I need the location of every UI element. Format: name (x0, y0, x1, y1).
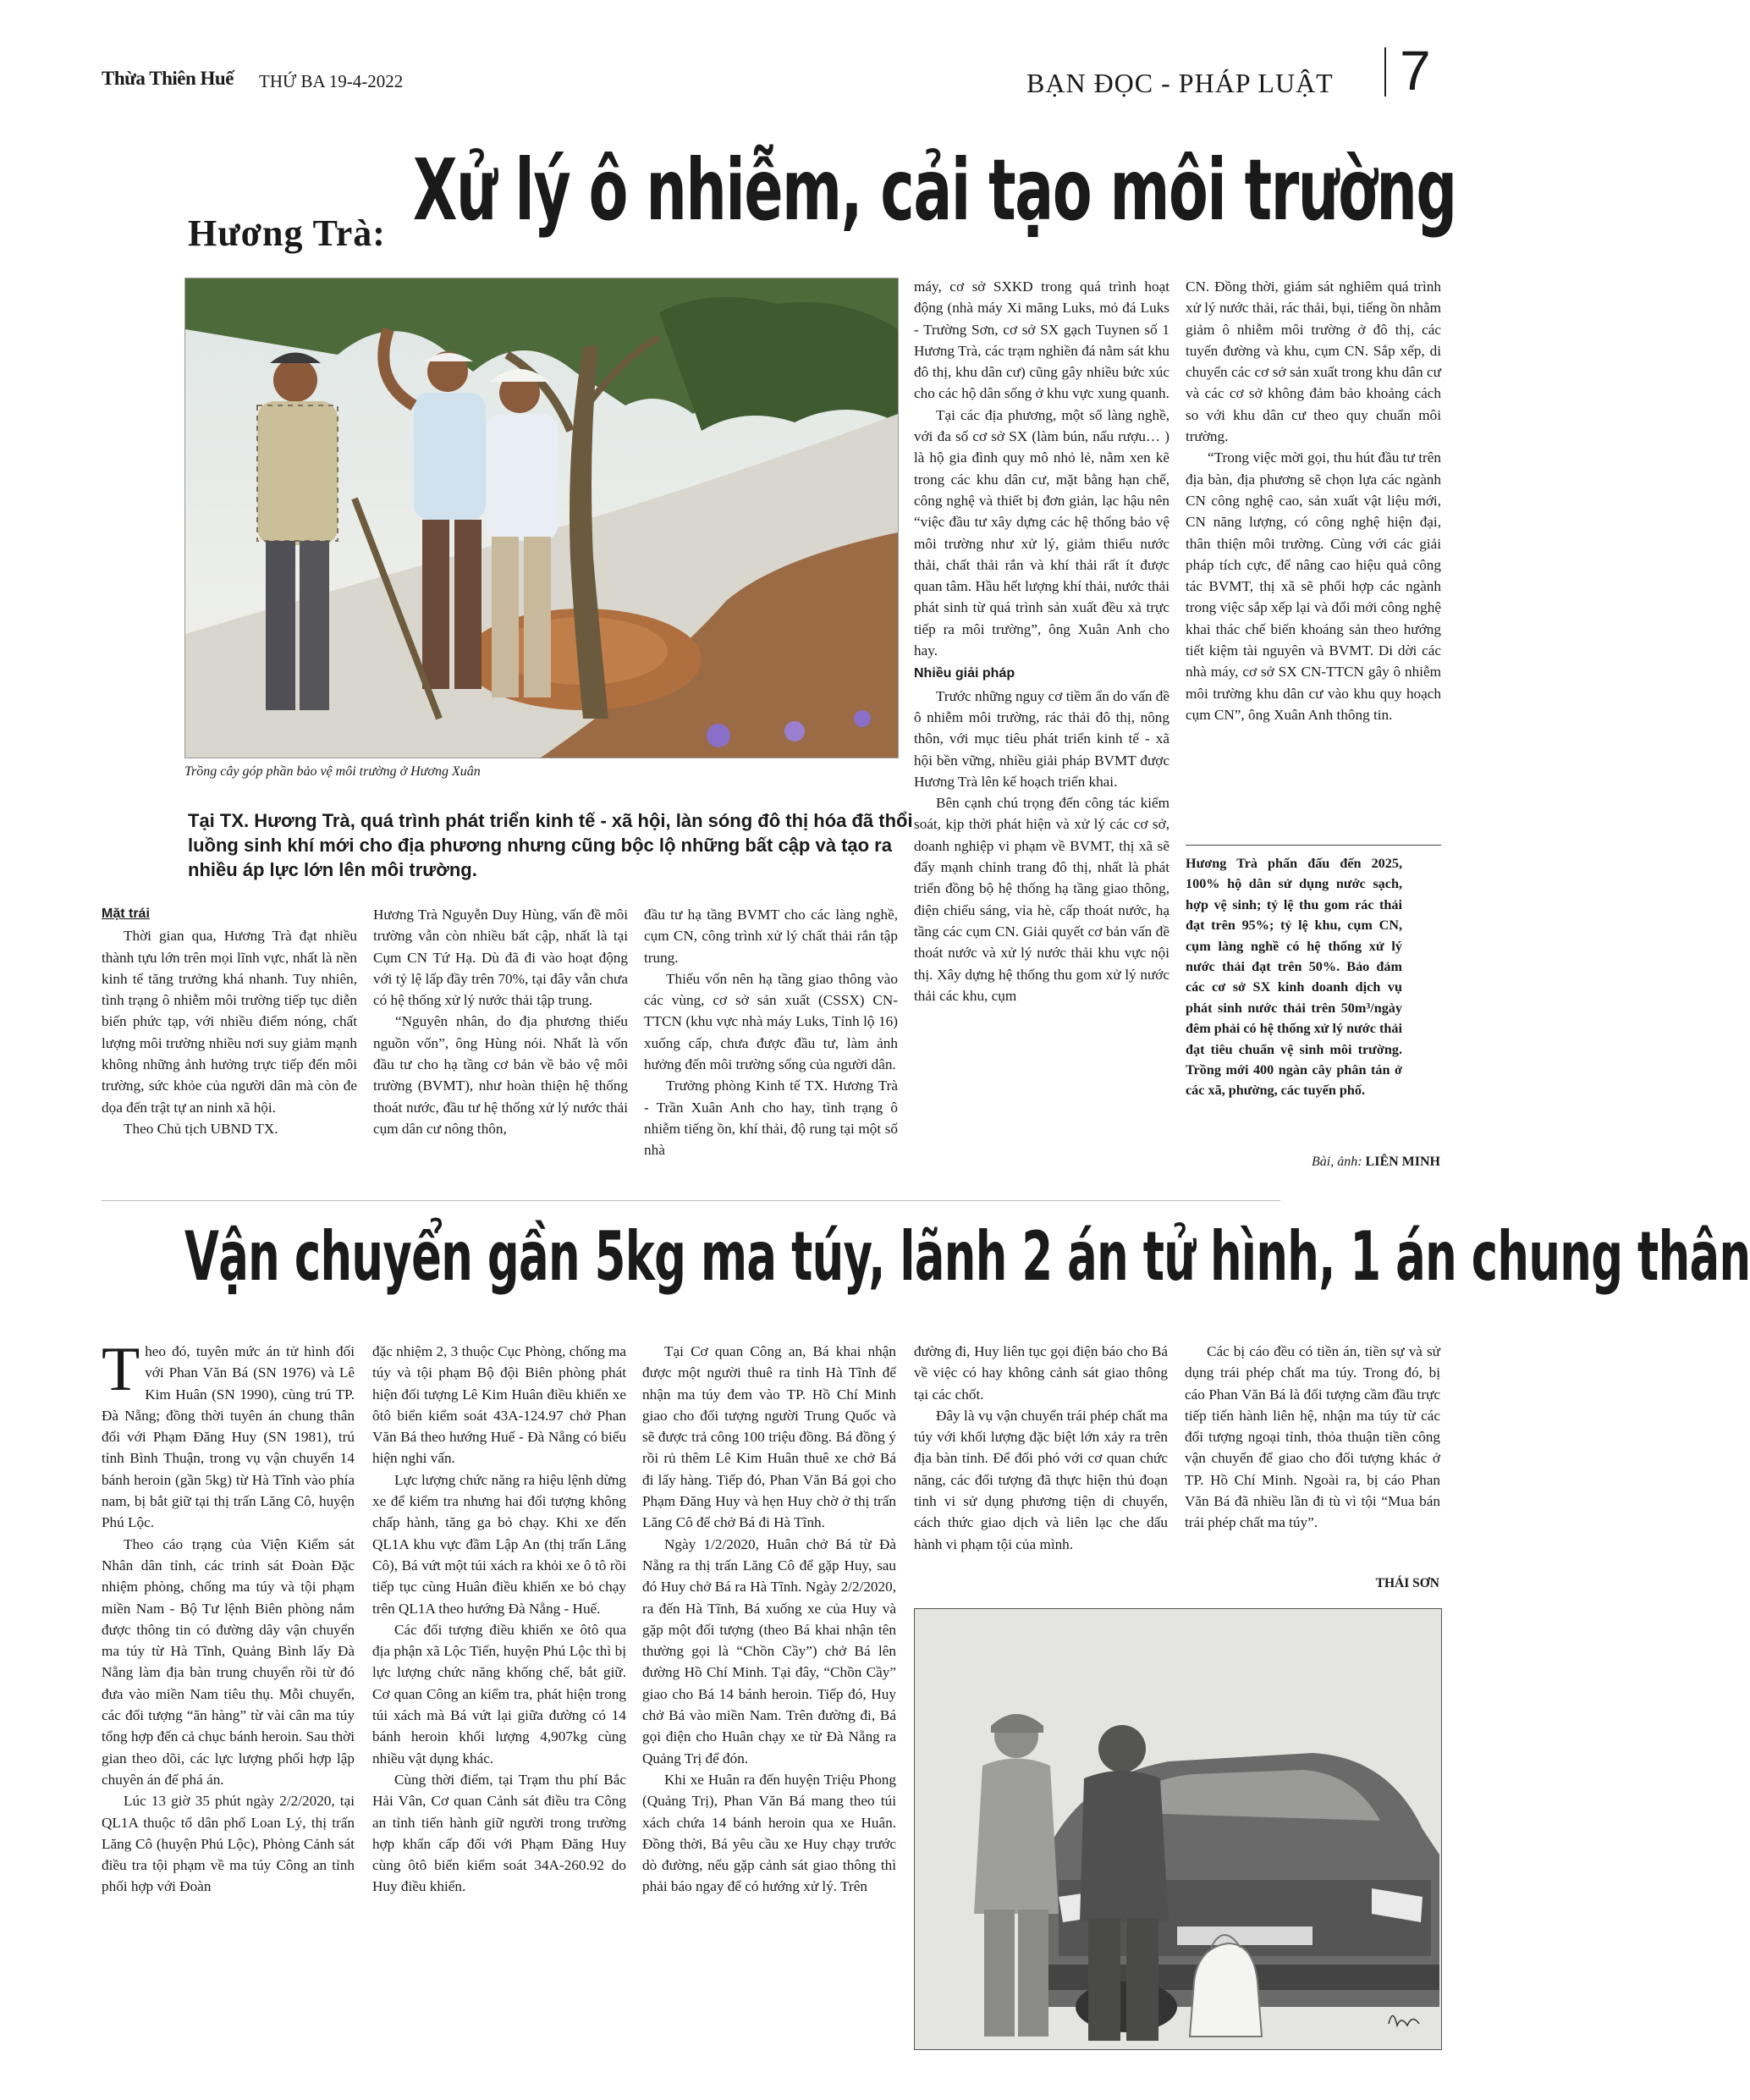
article1-column-2 (373, 904, 628, 1139)
paragraph: Ngày 1/2/2020, Huân chở Bá từ Đà Nẵng ra thị trấn Lăng Cô để gặp Huy, sau đó Huy chở Bá ra Hà Tĩnh. Ngày 2/2/2020, ra đến Hà Tĩnh, Bá xuống xe của Huy và gặp một đối tượng (theo Bá khai nhận tên thường gọi là “Chồn Cầy”) chở Bá lên đường Hồ Chí Minh. Tại đây, “Chồn Cầy” giao cho Bá 14 bánh heroin. Tiếp đó, Huy chở Bá vào miền Nam. Trên đường đi, Bá gọi điện cho Huân chạy xe từ Đà Nẵng ra Quảng Trị để đón. (642, 1535, 896, 1767)
paragraph: đặc nhiệm 2, 3 thuộc Cục Phòng, chống ma túy và tội phạm Bộ đội Biên phòng phát hiện đối tượng Lê Kim Huân điều khiển xe ôtô biển kiểm soát 43A-124.97 chở Phan Văn Bá theo hướng Huế - Đà Nẵng có biểu hiện nghi vấn. (372, 1343, 626, 1467)
header-date: THỨ BA 19-4-2022 (259, 71, 404, 91)
section-title: BẠN ĐỌC - PHÁP LUẬT (1026, 68, 1334, 98)
paragraph: Bên cạnh chú trọng đến công tác kiểm soát, kịp thời phát hiện và xử lý các cơ sở, doanh nghiệp vi phạm về BVMT, thị xã sẽ đẩy mạnh chỉnh trang đô thị, nhất là phát triển đồng bộ hệ thống hạ tầng giao thông, điện chiếu sáng, vỉa hè, cấp thoát nước, hạ tầng các cụm CN. Giải quyết cơ bản vấn đề thoát nước và xử lý nước thải khu vực nội thị. Xây dựng hệ thống thu gom xử lý nước thải các khu, cụm (914, 795, 1169, 1004)
paragraph: Cùng thời điểm, tại Trạm thu phí Bắc Hải Vân, Cơ quan Cảnh sát điều tra Công an tỉnh tiến hành giữ người trong trường hợp khẩn cấp đối với Phạm Đăng Huy cùng ôtô biển kiểm soát 34A-260.92 do Huy điều khiển. (372, 1771, 626, 1895)
paragraph: Trước những nguy cơ tiềm ẩn do vấn đề ô nhiễm môi trường, rác thải đô thị, nông thôn, với mục tiêu phát triển kinh tế - xã hội bền vững, nhiều giải pháp BVMT được Hương Trà lên kế hoạch triển khai. (914, 687, 1169, 790)
paragraph: Thiếu vốn nên hạ tầng giao thông vào các vùng, cơ sở sản xuất (CSSX) CN- TTCN (khu vực nhà máy Luks, Tỉnh lộ 16) xuống cấp, chưa được đầu tư, làm ảnh hưởng đến môi trường sống của người dân. (644, 970, 898, 1073)
subhead-mat-trai: Mặt trái (102, 907, 150, 921)
article1-column-5 (1186, 276, 1441, 725)
paragraph (102, 1335, 355, 1534)
paragraph: Trưởng phòng Kinh tế TX. Hương Trà - Trần Xuân Anh cho hay, tình trạng ô nhiễm tiếng ồn, khí thải, độ rung tại một số nhà (644, 1078, 898, 1159)
article2-column-1 (102, 1335, 355, 1898)
article1-target-note: Hương Trà phấn đấu đến 2025, 100% hộ dân sử dụng nước sạch, hợp vệ sinh; tỷ lệ thu gom rác thải đạt trên 95%; tỷ lệ khu, cụm CN, cụm làng nghề có hệ thống xử lý nước thải đạt trên 50%. Bảo đảm các cơ sở SX kinh doanh dịch vụ phát sinh nước thải trên 50m³/ngày đêm phải có hệ thống xử lý nước thải đạt tiêu chuẩn vệ sinh môi trường. Trồng mới 400 ngàn cây phân tán ở các xã, phường, các tuyến phố. (1186, 856, 1402, 1099)
paragraph: Đây là vụ vận chuyển trái phép chất ma túy với khối lượng đặc biệt lớn xảy ra trên địa bàn tỉnh. Để đối phó với cơ quan chức năng, các đối tượng đã thực hiện thủ đoạn tinh vi sử dụng phương tiện di chuyển, cách thức giao dịch và liên lạc che dấu hành vi phạm tội của mình. (914, 1407, 1168, 1552)
article1-byline (1186, 1155, 1440, 1170)
subhead-nhieu-giai-phap: Nhiều giải pháp (914, 666, 1015, 681)
page-number: 7 (1400, 39, 1431, 102)
article2-byline: THÁI SƠN (1375, 1576, 1439, 1590)
paragraph: Theo cáo trạng của Viện Kiểm sát Nhân dân tỉnh, các trinh sát Đoàn Đặc nhiệm phòng, chống ma túy và tội phạm miền Nam - Bộ Tư lệnh Biên phòng nắm được thông tin có đường dây vận chuyển ma túy từ Hà Tĩnh, Quảng Bình lấy Đà Nẵng làm địa bàn trung chuyển rồi từ đó đưa vào miền Nam tiêu thụ. Mỗi chuyến, các đối tượng “ăn hàng” từ vài cân ma túy tổng hợp đến cả chục bánh heroin. Sau thời gian theo dõi, các lực lượng phối hợp lập chuyên án để phá án. (102, 1535, 355, 1788)
paragraph: Lực lượng chức năng ra hiệu lệnh dừng xe để kiểm tra nhưng hai đối tượng không chấp hành, tăng ga bỏ chạy. Khi xe đến QL1A khu vực đầm Lập An (thị trấn Lăng Cô), Bá vứt một túi xách ra khỏi xe ô tô rồi tiếp tục cùng Huân điều khiển xe bỏ chạy trên QL1A theo hướng Đà Nẵng - Huế. (372, 1471, 626, 1617)
article2-column-2 (372, 1341, 626, 1898)
paragraph: CN. Đồng thời, giám sát nghiêm quá trình xử lý nước thải, rác thải, bụi, tiếng ồn nhằm giảm ô nhiễm môi trường ở đô thị, các tuyến đường và khu, cụm CN. Sắp xếp, di chuyển các cơ sở sản xuất trong khu dân cư và các cơ sở không đảm bảo khoảng cách so với khu dân cư theo quy chuẩn môi trường. (1186, 278, 1441, 445)
header-divider (1384, 47, 1386, 96)
paragraph: Tại Cơ quan Công an, Bá khai nhận được một người thuê ra tỉnh Hà Tĩnh để nhận ma túy đem vào TP. Hồ Chí Minh giao cho đối tượng người Trung Quốc và sẽ được trả công 100 triệu đồng. Bá đồng ý rồi rủ thêm Lê Kim Huân thuê xe chở Bá đi lấy hàng. Tiếp đó, Phan Văn Bá gọi cho Phạm Đăng Huy và hẹn Huy chờ ở thị trấn Lăng Cô để chở Bá đi Hà Tĩnh. (642, 1343, 896, 1531)
paragraph: Các bị cáo đều có tiền án, tiền sự và sử dụng trái phép chất ma túy. Trong đó, bị cáo Phan Văn Bá là đối tượng cầm đầu trực tiếp tiến hành liên hệ, nhận ma túy từ các đối tượng ngoại tỉnh, thỏa thuận tiền công vận chuyển để giao cho đối tượng khác ở TP. Hồ Chí Minh. Ngoài ra, bị cáo Phan Văn Bá đã nhiều lần đi tù vì tội “Mua bán trái phép chất ma túy”. (1185, 1343, 1440, 1531)
article2-headline: Vận chuyển gần 5kg ma túy, lãnh 2 án tử hình, 1 án chung thân (184, 1217, 1750, 1296)
article1-photo (184, 278, 899, 758)
paragraph: Các đối tượng điều khiển xe ôtô qua địa phận xã Lộc Tiến, huyện Phú Lộc thì bị lực lượng chức năng khống chế, bắt giữ. Cơ quan Công an kiểm tra, phát hiện trong túi xách mà Bá vứt lại giữa đường có 14 bánh heroin khối lượng 4,907kg cùng nhiều vật dụng khác. (372, 1621, 626, 1767)
article1-column-4 (914, 276, 1169, 1006)
article2-column-5 (1185, 1341, 1440, 1534)
drop-cap: T (102, 1335, 140, 1404)
photo-caption: Trồng cây góp phần bảo vệ môi trường ở Hương Xuân (184, 764, 481, 779)
paragraph: “Nguyên nhân, do địa phương thiếu nguồn vốn”, ông Hùng nói. Nhất là vốn đầu tư cho hạ tầng cơ bản về bảo vệ môi trường (BVMT), như hoàn thiện hệ thống thoát nước, đầu tư hệ thống xử lý nước thải cụm dân cư nông thôn, (373, 1013, 628, 1137)
article1-column-3 (644, 904, 898, 1161)
paragraph: đường đi, Huy liên tục gọi điện báo cho Bá về việc có hay không cảnh sát giao thông tại các chốt. (914, 1343, 1168, 1403)
article2-column-4 (914, 1341, 1168, 1555)
lead-text: heo đó, tuyên mức án tử hình đối với Phan Văn Bá (SN 1976) và Lê Kim Huân (SN 1990), cùng trú TP. Đà Nẵng; đồng thời tuyên án chung thân đối với Phạm Đăng Huy (SN 1981), trú tỉnh Bình Thuận, trong vụ vận chuyển 14 bánh heroin (gần 5kg) từ Hà Tĩnh vào phía nam, bị bắt giữ tại thị trấn Lăng Cô, huyện Phú Lộc. (102, 1343, 355, 1531)
paragraph: máy, cơ sở SXKD trong quá trình hoạt động (nhà máy Xi măng Luks, mỏ đá Luks - Trường Sơn, cơ sở SX gạch Tuynen số 1 Hương Trà, các trạm nghiền đá nằm sát khu đô thị, khu dân cư) cũng gây nhiều bức xúc cho các hộ dân sống ở khu vực xung quanh. (914, 278, 1169, 402)
paragraph: Thời gian qua, Hương Trà đạt nhiều thành tựu lớn trên mọi lĩnh vực, nhất là nền kinh tế tăng trưởng khá nhanh. Tuy nhiên, tình trạng ô nhiễm môi trường tiếp tục diễn biến phức tạp, với nhiều điểm nóng, chất lượng môi trường nhiều nơi suy giảm mạnh không những ảnh hưởng trực tiếp đến môi trường, sức khỏe của người dân mà còn đe dọa đến trật tự an ninh xã hội. (102, 928, 357, 1116)
article-separator (102, 1200, 1280, 1201)
paragraph: đầu tư hạ tầng BVMT cho các làng nghề, cụm CN, công trình xử lý chất thải rắn tập trung. (644, 907, 898, 966)
paragraph: Hương Trà Nguyễn Duy Hùng, vấn đề môi trường vẫn còn nhiều bất cập, nhất là tại Cụm CN Tứ Hạ. Dù đã đi vào hoạt động với tỷ lệ lấp đầy trên 70%, tại đây vẫn chưa có hệ thống xử lý nước thải tập trung. (373, 907, 628, 1009)
paragraph: Khi xe Huân ra đến huyện Triệu Phong (Quảng Trị), Phan Văn Bá mang theo túi xách chứa 14 bánh heroin qua xe Huân. Đồng thời, Bá yêu cầu xe Huy chạy trước dò đường, nếu gặp cảnh sát giao thông thì phải báo ngay để có hướng xử lý. Trên (642, 1771, 896, 1895)
paragraph: Tại các địa phương, một số làng nghề, với đa số cơ sở SX (làm bún, nấu rượu… ) là hộ gia đình quy mô nhỏ lẻ, nằm xen kẽ trong các khu dân cư, mặt bằng hạn chế, công nghệ và thiết bị đơn giản, lạc hậu nên “việc đầu tư xây dựng các hệ thống bảo vệ môi trường như xử lý, giảm thiểu nước thải, chất thải rắn và khí thải rất ít được quan tâm. Hầu hết lượng khí thải, nước thải phát sinh từ quá trình sản xuất đều xả trực tiếp ra môi trường”, ông Xuân Anh cho hay. (914, 406, 1169, 659)
byline-name: LIÊN MINH (1365, 1155, 1440, 1169)
byline-label: Bài, ảnh: (1312, 1155, 1362, 1169)
paragraph: Lúc 13 giờ 35 phút ngày 2/2/2020, tại QL1A thuộc tổ dân phố Loan Lý, thị trấn Lăng Cô (huyện Phú Lộc), Phòng Cảnh sát điều tra tội phạm về ma túy Công an tỉnh phối hợp với Đoàn (102, 1793, 355, 1895)
header-paper-name: Thừa Thiên Huế (102, 68, 234, 89)
article1-lede: Tại TX. Hương Trà, quá trình phát triển kinh tế - xã hội, làn sóng đô thị hóa đã thổi luồng sinh khí mới cho địa phương nhưng cũng bộc lộ những bất cập và tạo ra nhiều áp lực lớn lên môi trường. (188, 810, 913, 880)
article1-column-1 (102, 901, 357, 1139)
note-rule (1186, 845, 1441, 846)
article1-headline: Xử lý ô nhiễm, cải tạo môi trường (413, 141, 1456, 240)
paragraph: “Trong việc mời gọi, thu hút đầu tư trên địa bàn, địa phương sẽ chọn lựa các ngành CN công nghệ cao, sản xuất vật liệu mới, CN năng lượng, có công nghệ hiện đại, thân thiện môi trường. Cùng với các giải pháp tích cực, để nâng cao hiệu quả công tác BVMT, thị xã sẽ phối hợp các ngành trong việc sắp xếp lại và đổi mới công nghệ khai thác chế biến khoáng sản theo hướng tiết kiệm tài nguyên và BVMT. Di dời các nhà máy, cơ sở SX CN-TTCN gây ô nhiễm môi trường khu dân cư vào khu quy hoạch cụm CN”, ông Xuân Anh thông tin. (1186, 449, 1441, 723)
paragraph: Theo Chủ tịch UBND TX. (124, 1120, 278, 1137)
article2-illustration (914, 1608, 1442, 2050)
article1-kicker: Hương Trà: (188, 212, 386, 254)
article2-column-3 (642, 1341, 896, 1898)
